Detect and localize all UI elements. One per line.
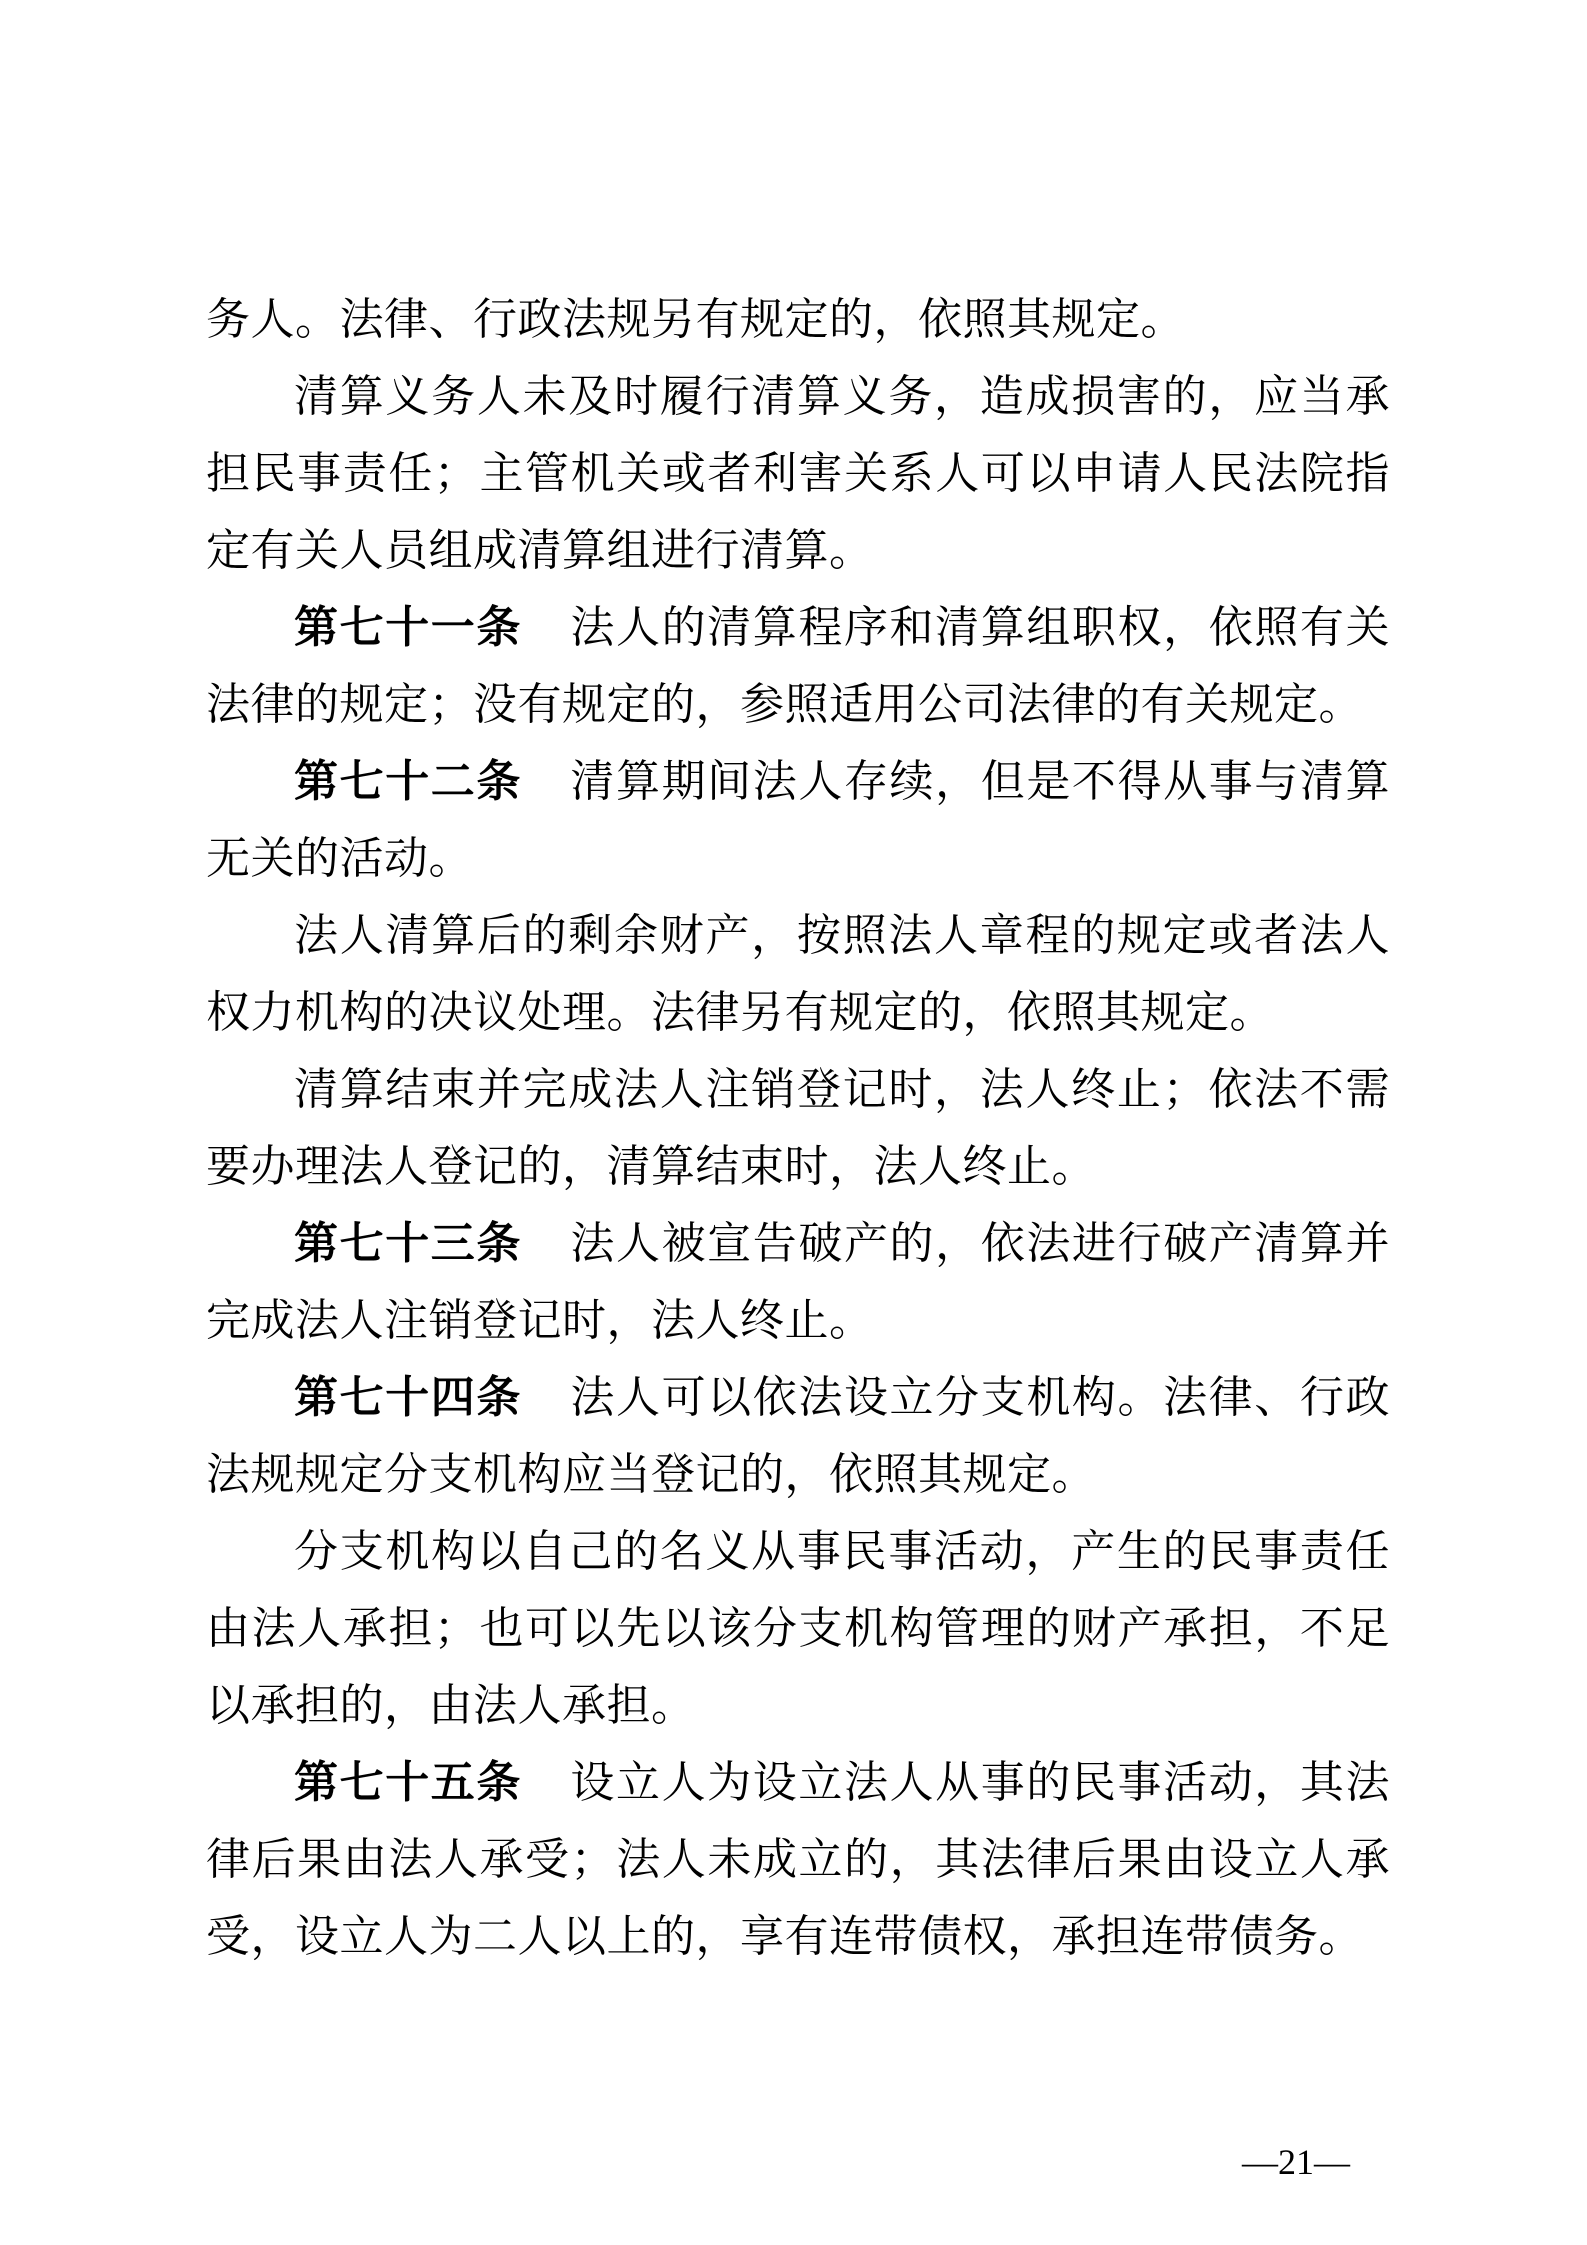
paragraph-text: 法人可以依法设立分支机构。法律、行政法规规定分支机构应当登记的，依照其规定。: [206, 1373, 1391, 1499]
article-number: 第七十五条: [294, 1758, 522, 1807]
paragraph-text: 分支机构以自己的名义从事民事活动，产生的民事责任由法人承担；也可以先以该分支机构管理的财产承担，不足以承担的，由法人承担。: [206, 1527, 1390, 1730]
paragraph-text: 清算义务人未及时履行清算义务，造成损害的，应当承担民事责任；主管机关或者利害关系人可以申请人民法院指定有关人员组成清算组进行清算。: [206, 372, 1390, 575]
page-number: —21—: [1242, 2142, 1350, 2182]
paragraph: [206, 281, 1390, 358]
article-number: 第七十四条: [294, 1373, 522, 1422]
paragraph-text: 法人的清算程序和清算组职权，依照有关法律的规定；没有规定的，参照适用公司法律的有关规定。: [206, 603, 1391, 729]
article-paragraph: [206, 589, 1390, 743]
paragraph: [206, 1513, 1390, 1744]
paragraph-text: 法人清算后的剩余财产，按照法人章程的规定或者法人权力机构的决议处理。法律另有规定的，依照其规定。: [206, 911, 1390, 1037]
paragraph-text: 清算期间法人存续，但是不得从事与清算无关的活动。: [206, 757, 1391, 883]
paragraph: [206, 358, 1390, 589]
document-body: [206, 281, 1390, 1975]
article-paragraph: [206, 743, 1390, 897]
paragraph-text: 设立人为设立法人从事的民事活动，其法律后果由法人承受；法人未成立的，其法律后果由设立人承受，设立人为二人以上的，享有连带债权，承担连带债务。: [206, 1758, 1391, 1961]
article-number: 第七十一条: [294, 603, 522, 652]
paragraph-text: 务人。法律、行政法规另有规定的，依照其规定。: [206, 295, 1185, 344]
paragraph: [206, 1051, 1390, 1205]
paragraph-text: 清算结束并完成法人注销登记时，法人终止；依法不需要办理法人登记的，清算结束时，法人终止。: [206, 1065, 1390, 1191]
article-paragraph: [206, 1744, 1390, 1975]
article-number: 第七十三条: [294, 1219, 522, 1268]
paragraph-text: 法人被宣告破产的，依法进行破产清算并完成法人注销登记时，法人终止。: [206, 1219, 1391, 1345]
article-number: 第七十二条: [294, 757, 522, 806]
article-paragraph: [206, 1205, 1390, 1359]
article-paragraph: [206, 1359, 1390, 1513]
paragraph: [206, 897, 1390, 1051]
